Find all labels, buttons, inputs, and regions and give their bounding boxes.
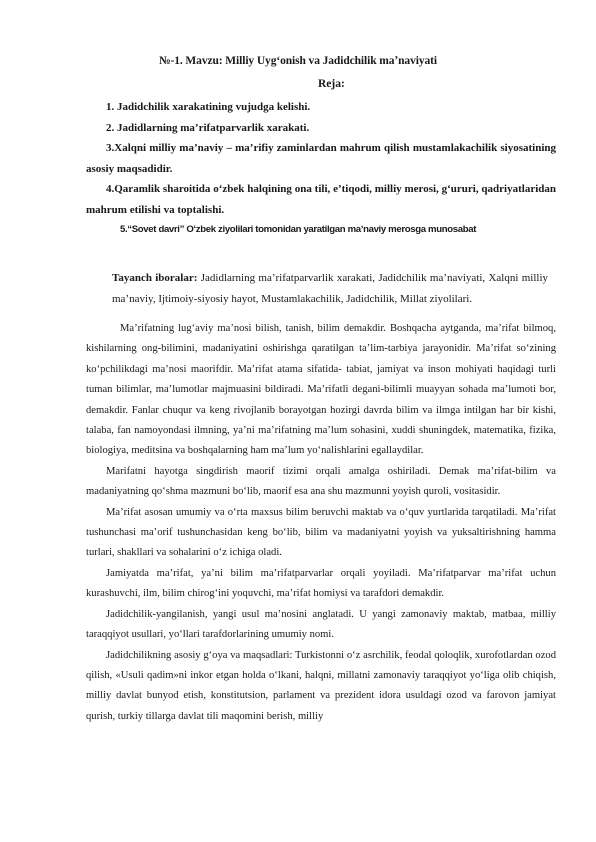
plan-item: 5.“Sovet davri” Oʻzbek ziyolilari tomonidan yaratilgan maʼnaviy merosga munosabat (120, 224, 477, 235)
paragraph: Jadidchilikning asosiy gʻoya va maqsadlari: Turkistonni oʻz asrchilik, feodal qoloqlik, xurofotlardan ozod qilish, «Usuli qadim»ni inkor etgan holda oʻlkani, halqni, millatni zamonaviy taraqqiyot yoʻliga olib chiqish, milliy davlat bunyod etish, konstitutsion, parlament va prezident idora usuldagi ozod va farovon jamiyat qurish, turkiy tillarga davlat tili maqomini berish, milliy (86, 649, 556, 722)
plan-item: 4.Qaramlik sharoitida oʻzbek halqining ona tili, eʼtiqodi, milliy merosi, gʻururi, qadriyatlaridan mahrum etilishi va toptalishi. (86, 183, 556, 216)
keywords-text: Jadidlarning maʼrifatparvarlik xarakati, Jadidchilik maʼnaviyati, Xalqni milliy maʼnaviy, Ijtimoiy-siyosiy hayot, Mustamlakachilik, Jadidchilik, Millat ziyolilari. (112, 272, 549, 305)
keywords-block (112, 268, 548, 309)
keywords-label: Tayanch iboralar: (112, 272, 198, 284)
plan-item: 3.Xalqni milliy maʼnaviy – maʼrifiy zaminlardan mahrum qilish mustamlakachilik siyosatining asosiy maqsadidir. (86, 142, 556, 175)
page-title: №-1. Mavzu: Milliy Uygʻonish va Jadidchilik maʼnaviyati (159, 55, 437, 67)
paragraph: Maʼrifatning lugʻaviy maʼnosi bilish, tanish, bilim demakdir. Boshqacha aytganda, maʼrifat bilmoq, kishilarning ong-bilimini, madaniyatini oshirishga qaratilgan taʼlim-tarbiya jarayonidir. Maʼrifat soʻzining koʻpchilikdagi maʼnosi maorifdir. Maʼrifat atama sifatida- tabiat, jamiyat va inson mohiyati haqidagi turli tuman bilimlar, maʼlumotlar majmuasini bildiradi. Maʼrifatli degani-bilimli muayyan sohada maʼlumoti bor, demakdir. Fanlar chuqur va keng rivojlanib borayotgan hozirgi davrda bilim va ilmga intilgan har bir kishi, talaba, fan namoyondasi ilmning, yaʼni maʼrifatning maʼlum sohasini, xuddi shuningdek, matematika, fizika, biologiya, meditsina va boshqalarning ham maʼlum yoʻnalishlarini egallaydilar. (86, 323, 556, 457)
plan-heading: Reja: (318, 78, 345, 90)
plan-item: 2. Jadidlarning maʼrifatparvarlik xarakati. (106, 121, 310, 134)
paragraph: Maʼrifat asosan umumiy va oʻrta maxsus bilim beruvchi maktab va oʻquv yurtlarida tarqatiladi. Maʼrifat tushunchasi maʼorif tushunchasidan keng boʻlib, bilim va madaniyatni yoyish va yuksaltirishning hamma turlari, shakllari va sohalarini oʻz ichiga oladi. (86, 506, 556, 559)
body-text (86, 319, 556, 727)
paragraph: Jadidchilik-yangilanish, yangi usul maʼnosini anglatadi. U yangi zamonaviy maktab, matbaa, milliy taraqqiyot usullari, yoʻllari tarafdorlarining umumiy nomi. (86, 608, 556, 641)
paragraph: Marifatni hayotga singdirish maorif tizimi orqali amalga oshiriladi. Demak maʼrifat-bilim va madaniyatning qoʻshma mazmuni boʻlib, maorif esa ana shu mazmunni yoyish quroli, vositasidir. (86, 465, 556, 498)
paragraph: Jamiyatda maʼrifat, yaʼni bilim maʼrifatparvarlar orqali yoyiladi. Maʼrifatparvar maʼrifat uchun kurashuvchi, ilm, bilim chirogʻini yoquvchi, maʼrifat homiysi va tarafdori demakdir. (86, 567, 556, 600)
plan-list (86, 97, 556, 241)
plan-item: 1. Jadidchilik xarakatining vujudga kelishi. (106, 101, 311, 113)
